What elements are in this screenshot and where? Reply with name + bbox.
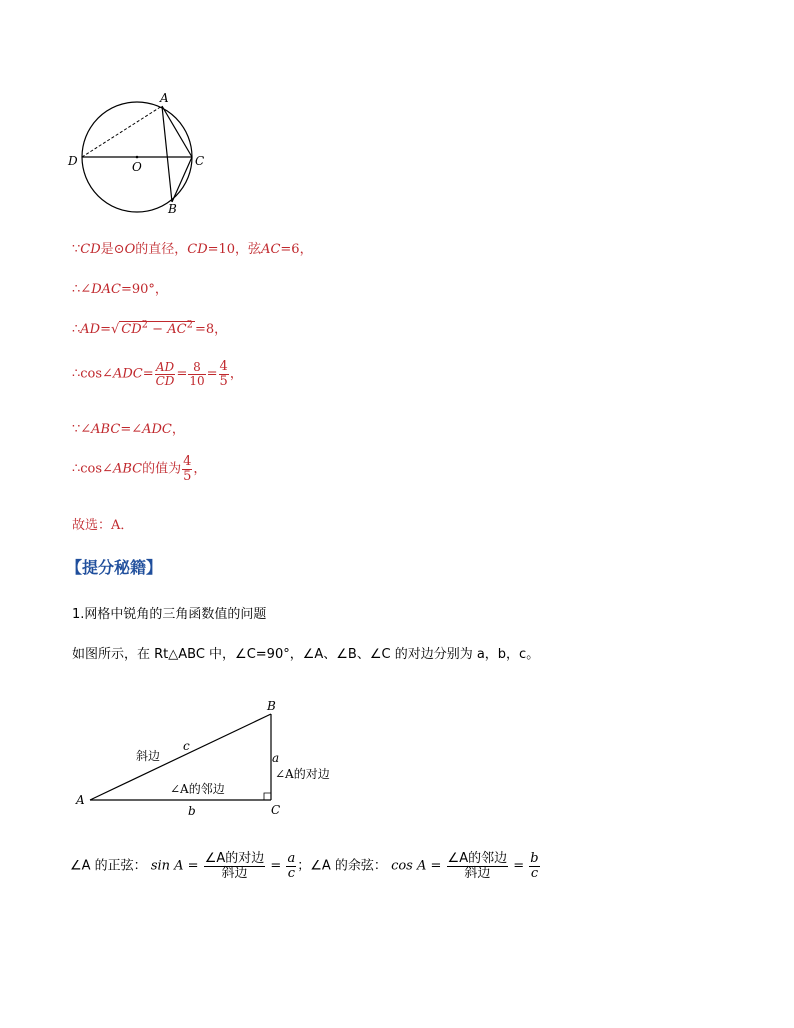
angle-symbol: ∠ [80,282,92,297]
denominator: 斜边 [221,865,248,881]
section-heading: 【提分秘籍】 [66,558,163,577]
denominator: 斜边 [464,865,491,881]
equals: = [206,366,218,382]
segment-cd: CD [187,242,208,257]
equals: = [513,858,525,874]
triangle-figure [70,693,370,828]
numerator: ∠A的对边 [204,851,265,866]
solution-line-3: ∴AD=√ $CD^2 - AC^2 =8$， [72,319,228,337]
equals: = [100,322,111,337]
segment-cd: CD [121,322,142,337]
circle-figure [60,85,220,220]
segment-ac: AC [261,242,281,257]
center-point [136,156,139,159]
denominator: 5 [219,373,228,389]
text: =8， [194,322,228,337]
label-b: B [168,202,177,216]
text: ∴cos∠ [72,461,113,477]
text: ∵∠ [72,422,92,437]
right-angle-mark [264,793,271,800]
segment-cd: CD [80,242,101,257]
text: ∴cos∠ [72,366,113,382]
text: ， [229,366,243,382]
solution-line-6 [72,455,206,483]
label-opposite: ∠A的对边 [275,767,330,781]
cos-fraction [447,852,509,880]
cosine-label: ∠A 的余弦： [310,858,387,874]
text: 是⊙ [100,242,125,257]
cos-a: cos A = [391,858,442,874]
angle-adc: ADC [142,422,172,437]
because-symbol: ∵ [72,242,81,257]
label-side-b: b [188,804,196,818]
text: 的值为 [142,461,182,477]
label-d: D [68,154,78,168]
segment-ad: AD [80,322,101,337]
solution-line-5 [72,418,185,437]
denominator: 10 [189,373,205,388]
chord-bc [172,157,192,202]
cos-simple-fraction [529,852,539,880]
numerator: 4 [183,454,192,469]
label-c-vertex: C [271,803,281,817]
exponent: 2 [141,319,149,331]
text: =6， [280,242,313,257]
label-a: A [160,91,169,105]
numerator: b [530,851,539,866]
solution-line-1 [72,238,313,257]
angle-adc: ADC [112,366,143,382]
numerator: ∠A的邻边 [447,851,508,866]
solution-line-4 [72,360,243,388]
chord-da [82,106,162,157]
denominator: 5 [183,468,192,484]
segment-ac: AC [167,322,187,337]
denominator: c [287,865,295,881]
separator: ； [297,858,311,874]
text: 的直径， [135,242,188,257]
item-1-title: 1.网格中锐角的三角函数值的问题 [72,607,267,622]
exponent: 2 [186,319,193,331]
minus: − [148,322,168,337]
angle-abc: ABC [112,461,143,477]
therefore-symbol: ∴ [72,322,81,337]
label-hypotenuse: 斜边 [136,749,161,763]
trig-formulas [70,852,541,880]
sine-label: ∠A 的正弦： [70,858,147,874]
label-o: O [132,160,142,174]
label-adjacent: ∠A的邻边 [170,782,225,796]
fraction-4-5 [219,360,229,388]
sin-a: sin A = [150,858,199,874]
therefore-symbol: ∴ [72,282,81,297]
answer-line: 故选：A． [72,518,134,533]
equals: = [142,366,154,382]
label-a-vertex: A [76,793,85,807]
angle-dac: DAC [91,282,121,297]
equals: = [270,858,282,874]
text: ， [171,422,185,437]
numerator: 4 [219,359,228,374]
solution-line-2 [72,278,168,297]
numerator: 8 [188,361,205,375]
sin-simple-fraction [286,852,296,880]
fraction-4-5 [182,455,192,483]
text: =∠ [120,422,143,437]
text: ， [193,461,207,477]
circle-o-name: O [124,242,136,257]
label-side-c: c [183,739,190,753]
sin-fraction [204,852,266,880]
label-c: C [195,154,205,168]
numerator: AD [155,360,175,375]
intro-text: 如图所示，在 Rt△ABC 中，∠C=90°，∠A、∠B、∠C 的对边分别为 a，b，c。 [72,647,540,662]
text: =90°， [120,282,168,297]
fraction-8-10 [188,361,205,387]
sqrt-expression [119,321,195,337]
numerator: a [287,851,296,866]
text: =10，弦 [207,242,262,257]
label-b-vertex: B [267,699,276,713]
angle-abc: ABC [91,422,121,437]
denominator: c [530,865,539,881]
fraction-ad-cd [155,361,176,387]
equals: = [176,366,188,382]
denominator: CD [155,373,175,388]
label-side-a: a [272,751,280,765]
